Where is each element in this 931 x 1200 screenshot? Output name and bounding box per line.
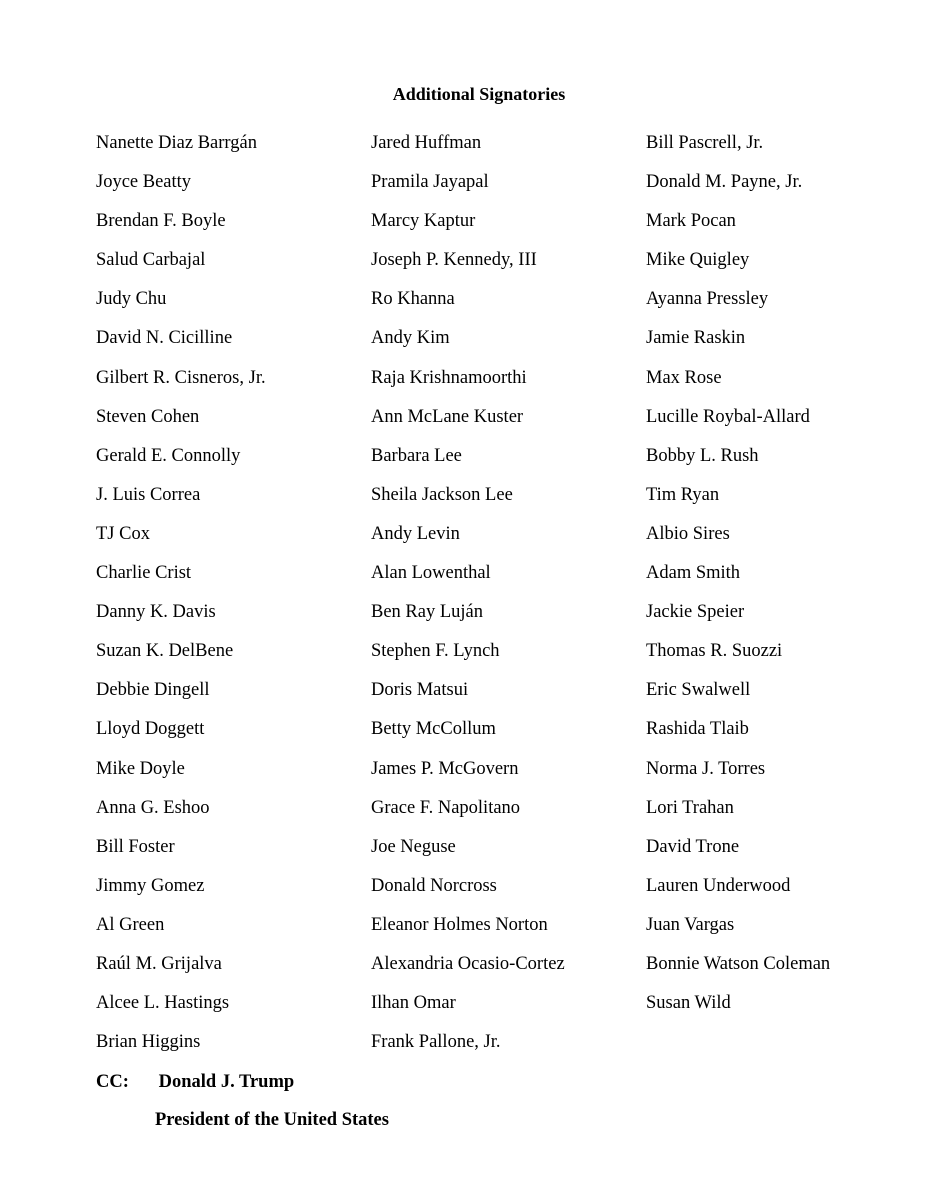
signatory-name: J. Luis Correa	[96, 484, 201, 505]
signatory-name: Rashida Tlaib	[646, 719, 749, 740]
signatory-name: Jackie Speier	[646, 602, 745, 623]
signatory-name: Ayanna Pressley	[646, 289, 769, 310]
signatory-name: Max Rose	[646, 367, 722, 388]
signatory-column-3	[646, 133, 830, 1032]
signatory-name: Joe Neguse	[371, 836, 456, 857]
signatory-name: Lauren Underwood	[646, 875, 791, 896]
cc-recipient-title: President of the United States	[155, 1110, 389, 1130]
signatory-name: Susan Wild	[646, 993, 731, 1014]
signatory-name: Ilhan Omar	[371, 993, 456, 1014]
signatory-name: Bonnie Watson Coleman	[646, 953, 831, 974]
cc-recipient-name: Donald J. Trump	[158, 1072, 295, 1092]
signatory-name: Eleanor Holmes Norton	[371, 914, 548, 935]
signatory-name: Bobby L. Rush	[646, 445, 759, 466]
signatory-name: Frank Pallone, Jr.	[371, 1032, 501, 1053]
signatory-name: Norma J. Torres	[646, 758, 766, 779]
cc-line	[96, 1072, 294, 1092]
signatory-name: Raúl M. Grijalva	[96, 953, 222, 974]
signatory-name: Albio Sires	[646, 523, 730, 544]
signatory-name: Al Green	[96, 914, 165, 935]
signatory-name: Doris Matsui	[371, 680, 469, 701]
signatory-name: Tim Ryan	[646, 484, 720, 505]
signatory-name: Anna G. Eshoo	[96, 797, 210, 818]
signatory-name: Juan Vargas	[646, 914, 735, 935]
signatory-name: Brian Higgins	[96, 1032, 201, 1053]
page-title: Additional Signatories	[392, 84, 566, 104]
signatory-name: Ann McLane Kuster	[371, 406, 524, 427]
signatory-name: Ben Ray Luján	[371, 602, 484, 623]
signatory-name: Lori Trahan	[646, 797, 734, 818]
signatory-name: TJ Cox	[96, 523, 150, 544]
signatory-name: Steven Cohen	[96, 406, 200, 427]
signatory-name: Ro Khanna	[371, 289, 455, 310]
signatory-name: Andy Levin	[371, 523, 460, 544]
signatory-name: Alan Lowenthal	[371, 563, 491, 584]
signatory-name: Debbie Dingell	[96, 680, 210, 701]
signatory-name: Brendan F. Boyle	[96, 211, 226, 232]
signatory-name: David N. Cicilline	[96, 328, 233, 349]
signatory-name: Mike Doyle	[96, 758, 185, 779]
signatory-name: Thomas R. Suozzi	[646, 641, 783, 662]
signatory-name: Mike Quigley	[646, 250, 750, 271]
signatory-name: Danny K. Davis	[96, 602, 216, 623]
signatory-name: Jimmy Gomez	[96, 875, 205, 896]
signatory-name: Sheila Jackson Lee	[371, 484, 513, 505]
signatory-name: Barbara Lee	[371, 445, 462, 466]
signatory-name: Donald Norcross	[371, 875, 497, 896]
signatory-name: Pramila Jayapal	[371, 172, 489, 193]
signatory-name: Charlie Crist	[96, 563, 192, 584]
signatory-name: Suzan K. DelBene	[96, 641, 234, 662]
signatory-name: James P. McGovern	[371, 758, 519, 779]
signatory-name: Eric Swalwell	[646, 680, 751, 701]
cc-label: CC:	[96, 1072, 129, 1092]
signatory-name: Joseph P. Kennedy, III	[371, 250, 537, 271]
signatory-name: Stephen F. Lynch	[371, 641, 500, 662]
signatory-name: Adam Smith	[646, 563, 741, 584]
signatory-name: Gerald E. Connolly	[96, 445, 241, 466]
signatory-name: Andy Kim	[371, 328, 450, 349]
signatory-column-2	[371, 133, 565, 1071]
signatory-name: Nanette Diaz Barrgán	[96, 133, 257, 153]
signatory-column-1	[96, 133, 266, 1071]
signatory-name: Lucille Roybal-Allard	[646, 406, 810, 427]
signatory-name: Marcy Kaptur	[371, 211, 476, 232]
signatory-name: David Trone	[646, 836, 740, 857]
signatory-name: Jared Huffman	[371, 133, 482, 153]
signatory-name: Joyce Beatty	[96, 172, 192, 193]
signatory-name: Raja Krishnamoorthi	[371, 367, 527, 388]
signatory-name: Gilbert R. Cisneros, Jr.	[96, 367, 266, 388]
signatory-name: Lloyd Doggett	[96, 719, 205, 740]
signatory-name: Salud Carbajal	[96, 250, 206, 271]
signatory-name: Grace F. Napolitano	[371, 797, 521, 818]
signatory-name: Donald M. Payne, Jr.	[646, 172, 803, 193]
signatory-name: Mark Pocan	[646, 211, 736, 232]
signatory-name: Judy Chu	[96, 289, 167, 310]
signatory-name: Jamie Raskin	[646, 328, 746, 349]
signatory-name: Alexandria Ocasio-Cortez	[371, 953, 565, 974]
signatory-name: Bill Foster	[96, 836, 175, 857]
signatory-name: Bill Pascrell, Jr.	[646, 133, 764, 153]
signatory-name: Alcee L. Hastings	[96, 993, 230, 1014]
signatory-name: Betty McCollum	[371, 719, 496, 740]
